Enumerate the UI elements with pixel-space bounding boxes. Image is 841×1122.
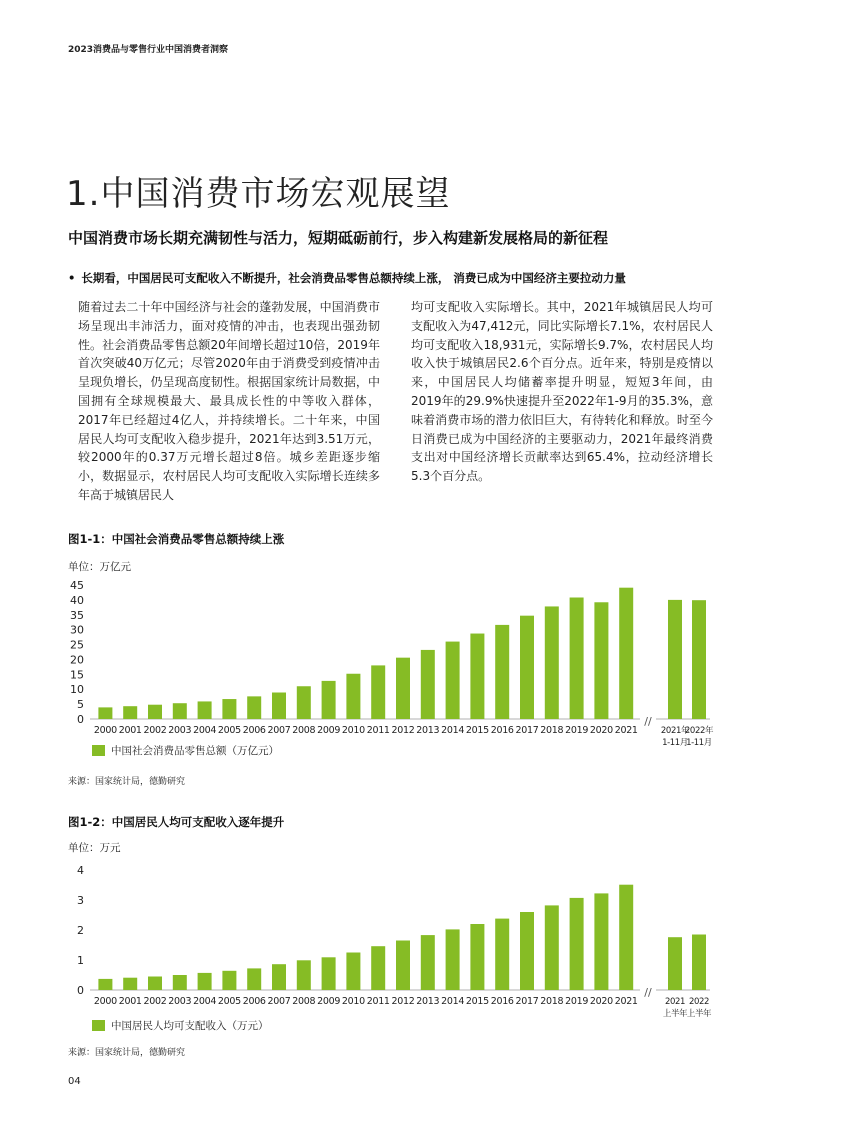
- bar: [272, 964, 286, 990]
- bar: [692, 600, 706, 719]
- figure-1-unit: 单位：万亿元: [68, 561, 131, 573]
- x-tick-label: 2019: [565, 996, 589, 1007]
- x-tick-label: 2009: [317, 725, 341, 736]
- bar: [570, 598, 584, 719]
- x-tick-label: 2006: [242, 996, 266, 1007]
- bar: [446, 642, 460, 719]
- bar: [123, 978, 137, 990]
- bar: [421, 935, 435, 990]
- y-tick-label: 5: [77, 698, 84, 712]
- chart-2-legend: [92, 1018, 269, 1033]
- y-tick-label: 40: [70, 593, 84, 607]
- bar: [495, 919, 509, 990]
- x-tick-label: 2010: [341, 996, 365, 1007]
- bar: [619, 885, 633, 990]
- x-tick-label: 1-11月: [662, 738, 688, 748]
- bar: [668, 600, 682, 719]
- x-tick-label: 2020: [589, 996, 613, 1007]
- x-tick-label: 2008: [292, 996, 316, 1007]
- bar: [222, 971, 236, 990]
- x-tick-label: 2012: [391, 725, 415, 736]
- legend-swatch: [92, 745, 105, 756]
- x-tick-label: 2005: [217, 996, 241, 1007]
- y-tick-label: 0: [77, 713, 84, 726]
- x-tick-label: 2010: [341, 725, 365, 736]
- section-subtitle: 中国消费市场长期充满韧性与活力，短期砥砺前行，步入构建新发展格局的新征程: [68, 229, 609, 247]
- x-tick-label: 2016: [490, 725, 514, 736]
- figure-1-title: 图1-1：中国社会消费品零售总额持续上涨: [68, 532, 285, 546]
- x-tick-label: 2013: [416, 725, 440, 736]
- bar: [297, 960, 311, 990]
- key-point-text: 长期看，中国居民可支配收入不断提升，社会消费品零售总额持续上涨， 消费已成为中国经济主要拉动力量: [81, 271, 626, 285]
- legend-label: 中国社会消费品零售总额（万亿元）: [111, 745, 279, 757]
- x-tick-label: 2009: [317, 996, 341, 1007]
- key-point-bullet: [68, 270, 626, 286]
- figure-2-unit: 单位：万元: [68, 842, 121, 854]
- bar: [396, 941, 410, 991]
- bar: [247, 696, 261, 719]
- y-tick-label: 30: [70, 623, 84, 637]
- x-tick-label: 2016: [490, 996, 514, 1007]
- x-tick-label: 2015: [465, 996, 489, 1007]
- legend-swatch: [92, 1020, 105, 1031]
- bar: [570, 898, 584, 990]
- x-tick-label: 2021: [614, 725, 638, 736]
- x-tick-label: 2002: [143, 996, 167, 1007]
- axis-break-mark: //: [644, 986, 652, 999]
- x-tick-label: 2011: [366, 996, 390, 1007]
- y-tick-label: 35: [70, 608, 84, 622]
- y-tick-label: 45: [70, 579, 84, 592]
- x-tick-label: 2000: [93, 996, 117, 1007]
- x-tick-label: 2019: [565, 725, 589, 736]
- y-tick-label: 25: [70, 638, 84, 652]
- x-tick-label: 2022: [688, 997, 710, 1007]
- x-tick-label: 1-11月: [686, 738, 712, 748]
- bar: [545, 606, 559, 719]
- y-tick-label: 0: [77, 984, 84, 997]
- document-header: 2023消费品与零售行业中国消费者洞察: [68, 45, 229, 55]
- x-tick-label: 2021: [614, 996, 638, 1007]
- bar: [421, 650, 435, 719]
- bar: [247, 968, 261, 990]
- bar: [520, 616, 534, 719]
- x-tick-label: 上半年: [686, 1009, 712, 1019]
- bar: [346, 674, 360, 719]
- x-tick-label: 2004: [193, 725, 217, 736]
- y-tick-label: 4: [77, 864, 84, 877]
- bar: [396, 658, 410, 719]
- x-tick-label: 2015: [465, 725, 489, 736]
- axis-break-mark: //: [644, 715, 652, 728]
- bar: [198, 701, 212, 719]
- bullet-dot-icon: •: [68, 271, 76, 285]
- chart-retail-sales: [60, 576, 720, 748]
- x-tick-label: 2008: [292, 725, 316, 736]
- y-tick-label: 15: [70, 668, 84, 682]
- y-tick-label: 3: [77, 894, 84, 907]
- x-tick-label: 2002: [143, 725, 167, 736]
- x-tick-label: 2000: [93, 725, 117, 736]
- bar: [470, 924, 484, 990]
- x-tick-label: 2001: [118, 996, 142, 1007]
- bar: [545, 905, 559, 990]
- bar: [123, 706, 137, 719]
- bar: [98, 707, 112, 719]
- bar: [668, 937, 682, 990]
- bar: [495, 625, 509, 719]
- bar: [520, 912, 534, 990]
- bar: [148, 705, 162, 719]
- bar: [594, 893, 608, 990]
- y-tick-label: 2: [77, 924, 84, 937]
- page-number: 04: [68, 1076, 81, 1087]
- x-tick-label: 2013: [416, 996, 440, 1007]
- chart-disposable-income: [60, 860, 720, 1022]
- bar: [619, 588, 633, 719]
- bar: [371, 946, 385, 990]
- bar: [272, 692, 286, 719]
- x-tick-label: 2001: [118, 725, 142, 736]
- figure-2-title: 图1-2：中国居民人均可支配收入逐年提升: [68, 815, 285, 829]
- bar: [198, 973, 212, 990]
- bar: [322, 681, 336, 719]
- bar: [322, 957, 336, 990]
- y-tick-label: 10: [70, 683, 84, 697]
- x-tick-label: 2003: [168, 725, 192, 736]
- bar: [173, 975, 187, 990]
- chart-1-legend: [92, 743, 279, 758]
- bar: [346, 953, 360, 991]
- x-tick-label: 2011: [366, 725, 390, 736]
- x-tick-label: 2006: [242, 725, 266, 736]
- body-text-left: 随着过去二十年中国经济与社会的蓬勃发展，中国消费市场呈现出丰沛活力，面对疫情的冲击，也表现出强劲韧性。社会消费品零售总额20年间增长超过10倍，2019年首次突破40万亿元；尽管2020年由于消费受到疫情冲击呈现负增长，仍呈现高度韧性。根据国家统计局数据，中国拥有全球规模最大、最具成长性的中等收入群体，2017年已经超过4亿人，并持续增长。二十年来，中国居民人均可支配收入稳步提升，2021年达到3.51万元，较2000年的0.37万元增长超过8倍。城乡差距逐步缩小，数据显示，农村居民人均可支配收入实际增长连续多年高于城镇居民人: [78, 300, 380, 502]
- x-tick-label: 2018: [540, 996, 564, 1007]
- legend-label: 中国居民人均可支配收入（万元）: [111, 1020, 269, 1032]
- x-tick-label: 2007: [267, 725, 291, 736]
- x-tick-label: 2005: [217, 725, 241, 736]
- x-tick-label: 2003: [168, 996, 192, 1007]
- bar: [692, 935, 706, 991]
- bar: [371, 665, 385, 719]
- x-tick-label: 2021年: [660, 726, 690, 736]
- x-tick-label: 上半年: [662, 1009, 688, 1019]
- bar: [470, 634, 484, 719]
- x-tick-label: 2004: [193, 996, 217, 1007]
- x-tick-label: 2007: [267, 996, 291, 1007]
- bar: [594, 602, 608, 719]
- x-tick-label: 2018: [540, 725, 564, 736]
- bar: [148, 977, 162, 991]
- x-tick-label: 2017: [515, 725, 539, 736]
- x-tick-label: 2014: [441, 725, 465, 736]
- x-tick-label: 2017: [515, 996, 539, 1007]
- bar: [173, 703, 187, 719]
- x-tick-label: 2012: [391, 996, 415, 1007]
- x-tick-label: 2022年: [684, 726, 714, 736]
- bar: [297, 686, 311, 719]
- body-text-right: 均可支配收入实际增长。其中，2021年城镇居民人均可支配收入为47,412元，同比实际增长7.1%，农村居民人均可支配收入18,931元，实际增长9.7%，农村居民人均收入快于城镇居民2.6个百分点。近年来，特别是疫情以来，中国居民人均储蓄率提升明显，短短3年间，由2019年的29.9%快速提升至2022年1-9月的35.3%，意味着消费市场的潜力依旧巨大，有待转化和释放。时至今日消费已成为中国经济的主要驱动力，2021年最终消费支出对中国经济增长贡献率达到65.4%，拉动经济增长5.3个百分点。: [411, 300, 713, 484]
- figure-2-source: 来源：国家统计局，德勤研究: [68, 1048, 186, 1058]
- x-tick-label: 2014: [441, 996, 465, 1007]
- bar: [446, 929, 460, 990]
- figure-1-source: 来源：国家统计局，德勤研究: [68, 777, 186, 787]
- x-tick-label: 2021: [664, 997, 686, 1007]
- x-tick-label: 2020: [589, 725, 613, 736]
- y-tick-label: 1: [77, 954, 84, 967]
- section-title: 1.中国消费市场宏观展望: [66, 174, 451, 214]
- bar: [222, 699, 236, 719]
- bar: [98, 979, 112, 990]
- y-tick-label: 20: [70, 653, 84, 667]
